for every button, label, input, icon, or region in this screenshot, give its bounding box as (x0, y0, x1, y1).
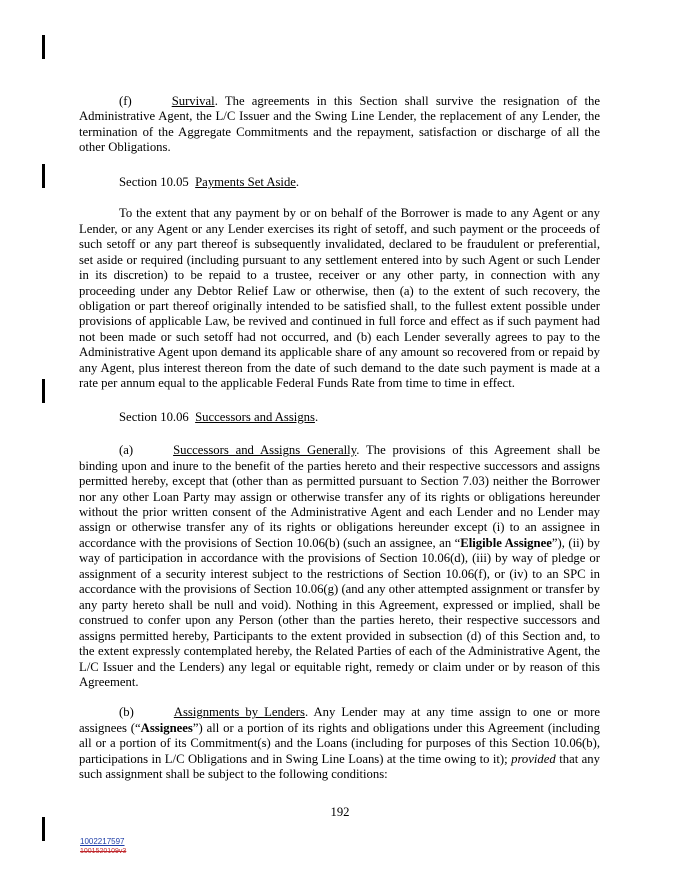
paragraph-survival (79, 94, 600, 156)
clause-body: . The agreements in this Section shall survive the resignation of the Administrative Agent, the L/C Issuer and the Swing Line Lender, the replacement of any Lender, the termination of the Aggregate Commitments and the repayment, satisfaction or discharge of all the other Obligations. (79, 94, 600, 155)
section-number: Section 10.06 (119, 409, 189, 424)
section-title: Successors and Assigns (195, 409, 315, 424)
paragraph-assignments-by-lenders: (b) Assignments by Lenders. Any Lender may at any time assign to one or more assignees (“Assignees”) all or a portion of its rights and obligations under this Agreement (including all or a portion of its Commitment(s) and the Loans (including for purposes of this Section 10.06(b), participations in L/C Obligations and in Swing Line Loans) at the time owing to it); provided that any such assignment shall be subject to the following conditions: (79, 705, 600, 782)
revision-bar (42, 379, 45, 403)
section-title: Payments Set Aside (195, 174, 296, 189)
document-id (80, 837, 126, 857)
clause-title: Survival (171, 94, 215, 108)
defined-term: Assignees (140, 720, 193, 735)
clause-title: Assignments by Lenders (173, 705, 305, 720)
document-id-previous: 1001520109v3 (80, 848, 127, 855)
revision-bar (42, 164, 45, 188)
page-number: 192 (330, 805, 350, 819)
page-content (79, 94, 600, 783)
paragraph-payments-set-aside: To the extent that any payment by or on behalf of the Borrower is made to any Agent or any Lender, or any Agent or any Lender exercises its right of setoff, and such payment or the proceeds of such setoff or any part thereof is subsequently invalidated, declared to be fraudulent or preferential, set aside or required (including pursuant to any settlement entered into by such Agent or such Lender in its discretion) to be repaid to a trustee, receiver or any other party, in connection with any proceeding under any Debtor Relief Law or otherwise, then (a) to the extent of such recovery, the obligation or part thereof originally intended to be satisfied shall, to the fullest extent possible under provisions of applicable Law, be revived and continued in full force and effect as if such payment had not been made or such setoff had not occurred, and (b) each Lender severally agrees to pay to the Administrative Agent upon demand its applicable share of any amount so recovered from or repaid by any Agent, plus interest thereon from the date of such demand to the date such payment is made at a rate per annum equal to the applicable Federal Funds Rate from time to time in effect. (79, 206, 600, 391)
revision-bar (42, 35, 45, 59)
revision-bar (42, 817, 45, 841)
clause-label: (f) (119, 94, 132, 108)
clause-title: Successors and Assigns Generally (173, 443, 357, 458)
defined-term: Eligible Assignee (460, 535, 552, 550)
clause-label: (b) (119, 705, 134, 720)
clause-label: (a) (119, 443, 134, 458)
paragraph-successors-generally: (a) Successors and Assigns Generally. The provisions of this Agreement shall be binding upon and inure to the benefit of the parties hereto and their respective successors and assigns permitted hereby, except that (other than as permitted pursuant to Section 7.03) neither the Borrower nor any other Loan Party may assign or otherwise transfer any of its rights or obligations hereunder without the prior written consent of the Administrative Agent and each Lender and no Lender may assign or otherwise transfer any of its rights or obligations hereunder except (i) to an assignee in accordance with the provisions of Section 10.06(b) (such an assignee, an “Eligible Assignee”), (ii) by way of participation in accordance with the provisions of Section 10.06(d), (iii) by way of pledge or assignment of a security interest subject to the restrictions of Section 10.06(f), or (iv) to an SPC in accordance with the provisions of Section 10.06(g) (and any other attempted assignment or transfer by any party hereto shall be null and void). Nothing in this Agreement, expressed or implied, shall be construed to confer upon any Person (other than the parties hereto, their respective successors and assigns permitted hereby, Participants to the extent provided in subsection (d) of this Section and, to the extent expressly contemplated hereby, the Related Parties of each of the Administrative Agent, the L/C Issuer and the Lenders) any legal or equitable right, remedy or claim under or by reason of this Agreement. (79, 443, 601, 689)
document-id-current: 1002217597 (80, 837, 125, 846)
section-number: Section 10.05 (119, 174, 189, 189)
italic-term: provided (511, 751, 556, 766)
section-heading-10-06: Section 10.06 Successors and Assigns. (119, 409, 319, 424)
section-heading-10-05: Section 10.05 Payments Set Aside. (119, 174, 300, 189)
